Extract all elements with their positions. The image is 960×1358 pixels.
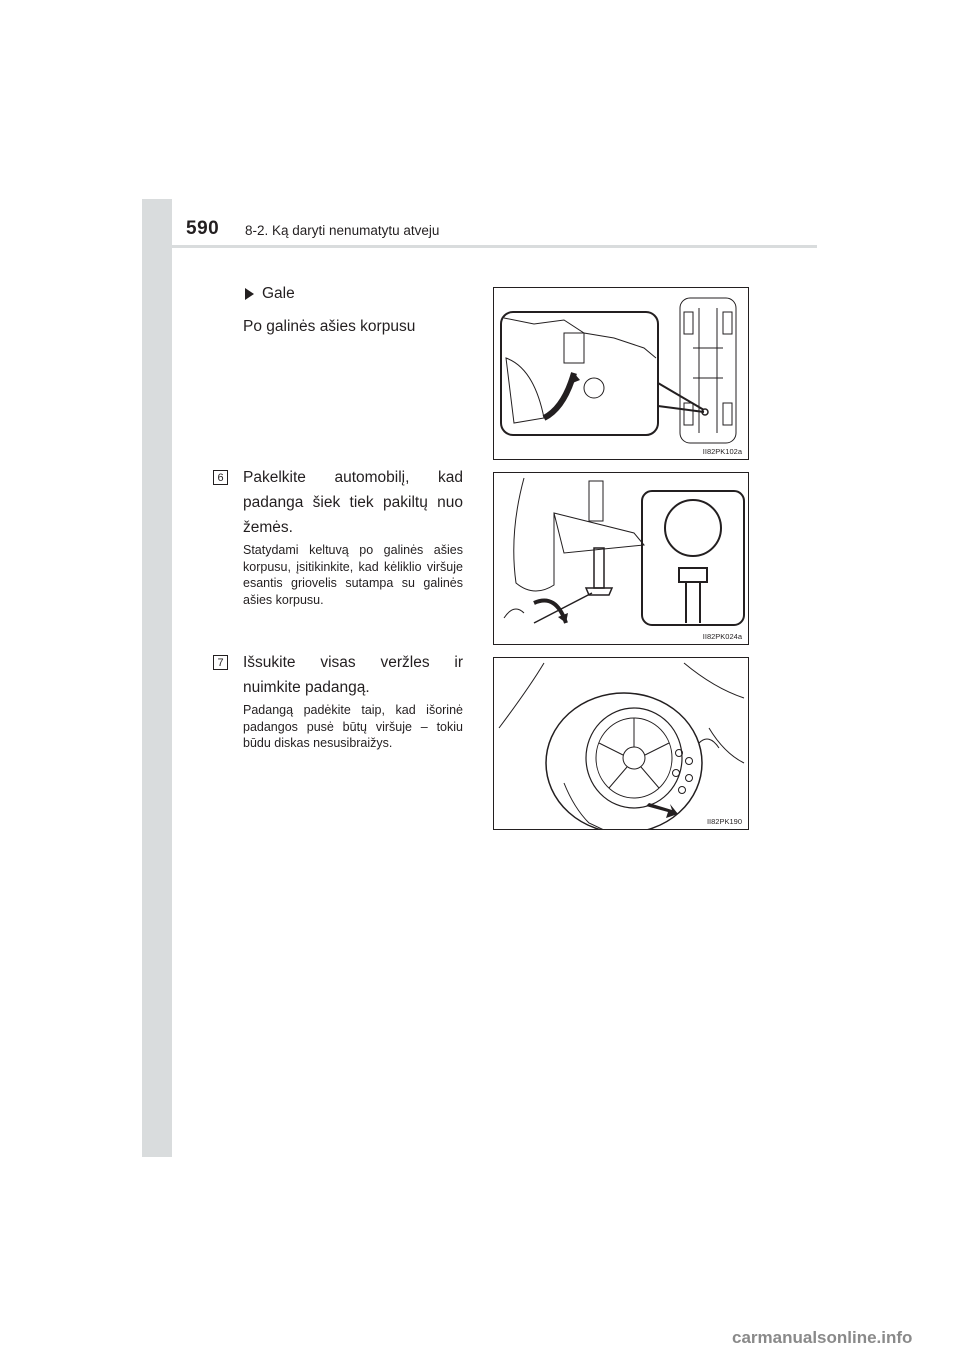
step-7-instruction: Išsukite visas veržles ir nuimkite padangą. (243, 654, 463, 696)
triangle-bullet-icon (245, 288, 254, 300)
step-6-instruction: Pakelkite automobilį, kad padanga šiek tiek pakiltų nuo žemės. (243, 469, 463, 536)
step-7-note: Padangą padėkite taip, kad išorinė padangos pusė būtų viršuje – tokiu būdu diskas nesusibraižys. (243, 703, 463, 750)
figure-jack-under-axle (493, 472, 749, 645)
bullet-label: Gale (262, 285, 295, 302)
figure-code: II82PK024a (702, 632, 742, 641)
figure-code: II82PK102a (702, 447, 742, 456)
watermark: carmanualsonline.info (732, 1328, 913, 1347)
section-title: 8-2. Ką daryti nenumatytu atveju (245, 223, 440, 238)
figure-rear-axle-jack-point (493, 287, 749, 460)
figure-code: II82PK190 (706, 817, 742, 826)
wheel-removal-illustration (494, 658, 749, 830)
step-7-badge: 7 (213, 655, 228, 670)
side-tab-bar (142, 199, 172, 1157)
step-6-note: Statydami keltuvą po galinės ašies korpusu, įsitikinkite, kad kėliklio viršuje esantis griovelis sutampa su galinės ašies korpusu. (243, 543, 463, 607)
rear-bullet (245, 285, 295, 303)
rear-axle-illustration (494, 288, 749, 460)
step-6-badge: 6 (213, 470, 228, 485)
jack-illustration (494, 473, 749, 645)
rear-description: Po galinės ašies korpusu (243, 318, 416, 335)
header-divider (172, 245, 817, 248)
figure-remove-wheel (493, 657, 749, 830)
page-number: 590 (186, 218, 220, 239)
